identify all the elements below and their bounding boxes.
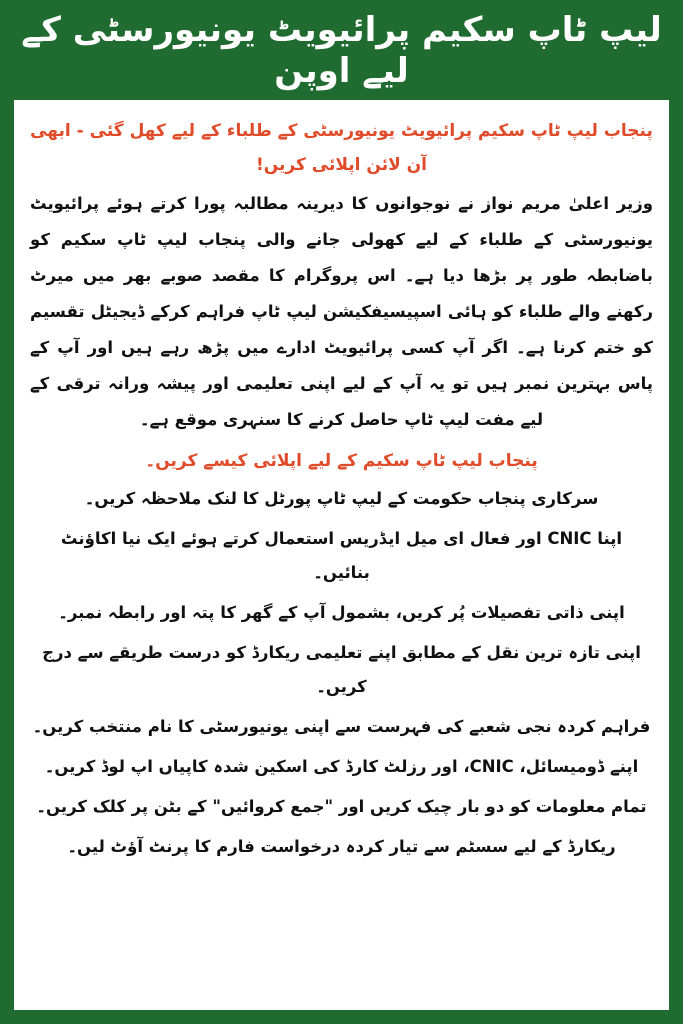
step-item: اپنا CNIC اور فعال ای میل ایڈریس استعمال کرتے ہوئے ایک نیا اکاؤنٹ بنائیں۔ xyxy=(60,529,623,582)
step-item: ریکارڈ کے لیے سسٹم سے تیار کردہ درخواست فارم کا پرنٹ آؤٹ لیں۔ xyxy=(67,837,616,856)
article-paragraph: وزیر اعلیٰ مریم نواز نے نوجوانوں کا دیرینہ مطالبہ پورا کرتے ہوئے پرائیویٹ یونیورسٹی کے طلباء کے لیے کھولی جانے والی پنجاب لیپ ٹاپ سکیم کو باضابطہ طور پر بڑھا دیا ہے۔ اس پروگرام کا مقصد صوبے بھر میں میرٹ رکھنے والے طلباء کو ہائی اسپیسیفکیشن لیپ ٹاپ فراہم کرکے ڈیجیٹل تقسیم کو ختم کرنا ہے۔ اگر آپ کسی پرائیویٹ ادارے میں پڑھ رہے ہیں اور آپ کے پاس بہترین نمبر ہیں تو یہ آپ کے لیے اپنی تعلیمی اور پیشہ ورانہ ترقی کے لیے مفت لیپ ٹاپ حاصل کرنے کا سنہری موقع ہے۔ xyxy=(30,194,653,429)
step-item: فراہم کردہ نجی شعبے کی فہرست سے اپنی یونیورسٹی کا نام منتخب کریں۔ xyxy=(32,717,651,736)
step-item: تمام معلومات کو دو بار چیک کریں اور "جمع کروائیں" کے بٹن پر کلک کریں۔ xyxy=(36,797,647,816)
step-item: اپنی تازہ ترین نقل کے مطابق اپنے تعلیمی ریکارڈ کو درست طریقے سے درج کریں۔ xyxy=(42,643,641,696)
header-banner xyxy=(0,0,683,100)
content-panel xyxy=(14,100,669,1010)
step-item: اپنی ذاتی تفصیلات پُر کریں، بشمول آپ کے گھر کا پتہ اور رابطہ نمبر۔ xyxy=(58,603,625,622)
how-to-apply-heading: پنجاب لیپ ٹاپ سکیم کے لیے اپلائی کیسے کریں۔ xyxy=(145,451,538,471)
article-headline: پنجاب لیپ ٹاپ سکیم پرائیویٹ یونیورسٹی کے طلباء کے لیے کھل گئی - ابھی آن لائن اپلائی کریں! xyxy=(30,121,653,175)
page-title: لیپ ٹاپ سکیم پرائیویٹ یونیورسٹی کے لیے اوپن xyxy=(21,10,662,91)
steps-list xyxy=(30,482,653,864)
step-item: سرکاری پنجاب حکومت کے لیپ ٹاپ پورٹل کا لنک ملاحظہ کریں۔ xyxy=(84,489,599,508)
step-item: اپنے ڈومیسائل، CNIC، اور رزلٹ کارڈ کی اسکین شدہ کاپیاں اپ لوڈ کریں۔ xyxy=(44,757,639,776)
